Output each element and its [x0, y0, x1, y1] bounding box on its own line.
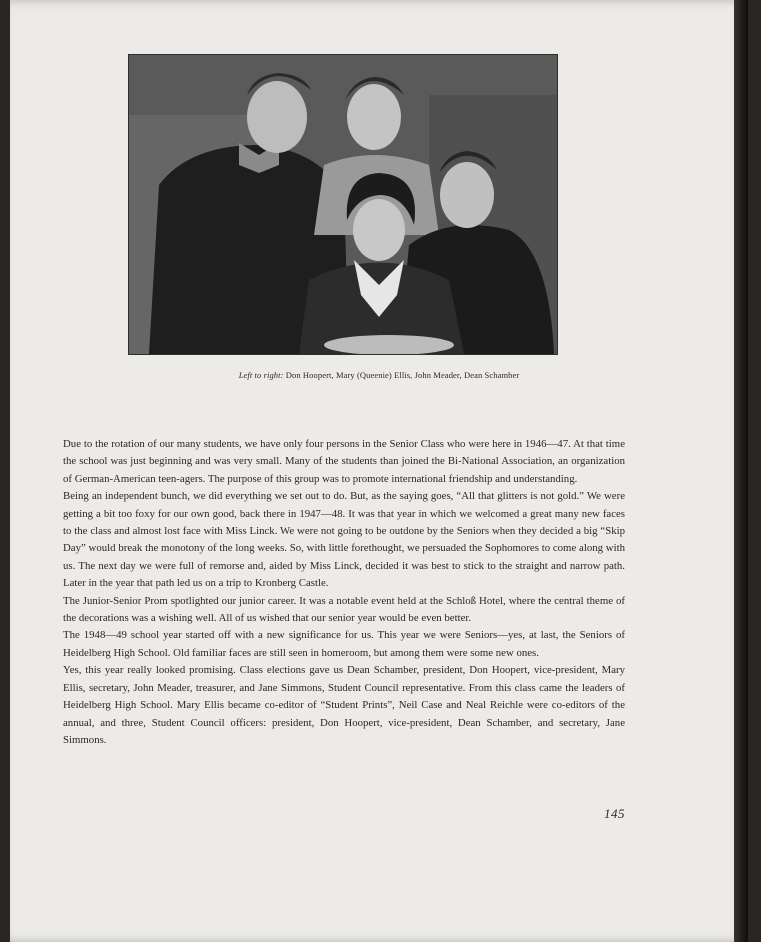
page-number: 145: [604, 806, 625, 821]
portrait-illustration: [129, 55, 557, 354]
article-body: [63, 436, 625, 749]
yearbook-page: [10, 0, 748, 942]
caption-names: Don Hoopert, Mary (Queenie) Ellis, John Meader, Dean Schamber: [283, 370, 520, 380]
caption-lead: Left to right:: [238, 370, 284, 380]
paragraph: Yes, this year really looked promising. Class elections gave us Dean Schamber, president, Don Hoopert, vice-president, Mary Ellis, secretary, John Meader, treasurer, and Jane Simmons, Student Council representative. From this class came the leaders of Heidelberg High School. Mary Ellis became co-editor of “Student Prints”, Neil Case and Neal Reichle were co-editors of the annual, and three, Student Council officers: president, Don Hoopert, vice-president, Dean Schamber, and secretary, Jane Simmons.: [63, 664, 625, 746]
group-portrait-photo: [128, 54, 558, 355]
paragraph: The Junior-Senior Prom spotlighted our junior career. It was a notable event held at the Schloß Hotel, where the central theme of the decorations was a wishing well. All of us wished that our senior year would be even better.: [63, 594, 625, 625]
paragraph: Being an independent bunch, we did everything we set out to do. But, as the saying goes, “All that glitters is not gold.” We were getting a bit too foxy for our own good, back there in 1947—48. It was that year in which we welcomed a great many new faces to the class and almost lost face with Miss Linck. We were not going to be outdone by the Seniors when they decided a big “Skip Day” would break the monotony of the long weeks. So, with little forethought, we persuaded the Sophomores to come along with us. The next day we were full of remorse and, aided by Miss Linck, decided it was best to stick to the straight and narrow path. Later in the year that path led us on a trip to Kronberg Castle.: [63, 490, 625, 590]
book-spine: [734, 0, 748, 942]
paragraph: The 1948—49 school year started off with a new significance for us. This year we were Seniors—yes, at last, the Seniors of Heidelberg High School. Old familiar faces are still seen in homeroom, but among them were some new ones.: [63, 629, 625, 659]
paragraph: Due to the rotation of our many students, we have only four persons in the Senior Class who were here in 1946—47. At that time the school was just beginning and was very small. Many of the students than joined the Bi-National Association, an organization of German-American teen-agers. The purpose of this group was to promote international friendship and understanding.: [63, 438, 625, 485]
photo-caption: [10, 370, 748, 380]
